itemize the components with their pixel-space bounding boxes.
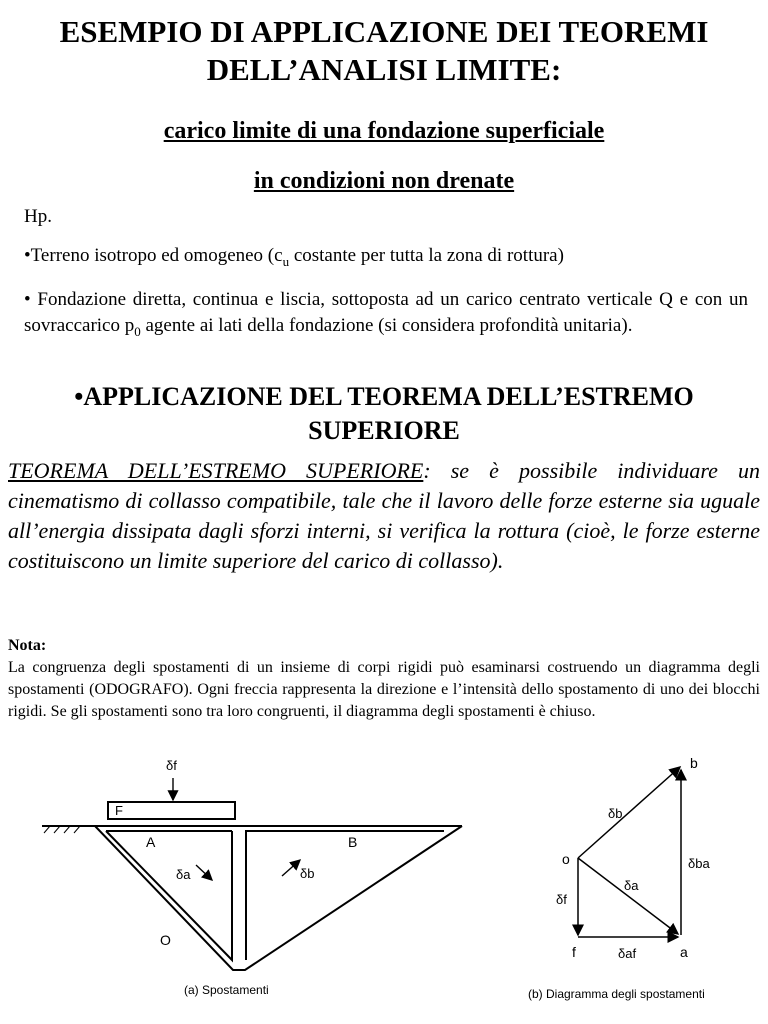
figure-a-delta-f: δf [166, 758, 177, 773]
subtitle-line-1: carico limite di una fondazione superficiale [163, 118, 605, 144]
hypothesis-2-subscript: 0 [134, 323, 141, 339]
vector-oa [578, 858, 678, 934]
hypothesis-item-1 [24, 243, 748, 275]
nota-label: Nota: [8, 637, 47, 654]
hypothesis-1-text-end: costante per tutta la zona di rottura) [289, 245, 564, 266]
figure-a-displacements [0, 752, 480, 1012]
block-a-arrow [196, 865, 212, 880]
hodograph-delta-f: δf [556, 892, 567, 907]
hypothesis-2-text: • Fondazione diretta, continua e liscia, sottoposta ad un carico centrato verticale Q e con un sovraccarico p [24, 289, 748, 336]
hodograph-delta-b: δb [608, 806, 623, 821]
theorem-label: TEOREMA DELL’ESTREMO SUPERIORE [8, 458, 424, 483]
hypothesis-2-text-end: agente ai lati della fondazione (si considera profondità unitaria). [140, 315, 633, 336]
section-heading-line-1: •APPLICAZIONE DEL TEOREMA DELL’ESTREMO [74, 382, 694, 411]
figure-a-delta-a: δa [176, 867, 191, 882]
block-b-label: B [348, 834, 358, 850]
hypotheses-label: Hp. [24, 206, 52, 227]
section-heading-line-2: SUPERIORE [308, 416, 460, 445]
figure-b-caption: (b) Diagramma degli spostamenti [528, 987, 705, 1001]
figure-a-delta-b: δb [300, 866, 315, 881]
hodograph-delta-ba: δba [688, 856, 710, 871]
block-a-label: A [146, 834, 156, 850]
hodograph-point-b: b [690, 755, 698, 771]
vector-ob [578, 767, 680, 858]
subtitle-line-2: in condizioni non drenate [253, 168, 515, 194]
hypothesis-item-2 [24, 287, 748, 345]
page-title-line-2: DELL’ANALISI LIMITE: [206, 52, 562, 87]
block-b-arrow [282, 860, 300, 876]
theorem-paragraph [8, 456, 760, 576]
hodograph-point-f: f [572, 944, 576, 960]
figure-b-hodograph [500, 752, 760, 1012]
hodograph-delta-a: δa [624, 878, 639, 893]
theorem-text: : se è possibile individuare un cinematismo di collasso compatibile, tale che il lavoro delle forze esterne sia uguale all’energia dissipata dagli sforzi interni, si verifica la rottura (cioè, le forze esterne costituiscono un limite superiore del carico di collasso). [8, 458, 760, 573]
hodograph-point-o: o [562, 851, 570, 867]
page-title-line-1: ESEMPIO DI APPLICAZIONE DEI TEOREMI [59, 14, 709, 49]
nota-text: La congruenza degli spostamenti di un insieme di corpi rigidi può esaminarsi costruendo un diagramma degli spostamenti (ODOGRAFO). Ogni freccia rappresenta la direzione e l’intensità dello spostamento di uno dei blocchi rigidi. Se gli spostamenti sono tra loro congruenti, il diagramma degli spostamenti è chiuso. [8, 659, 760, 720]
figure-a-caption: (a) Spostamenti [184, 983, 269, 997]
hypothesis-1-subscript: u [282, 253, 290, 269]
hodograph-point-a: a [680, 944, 688, 960]
hodograph-delta-af: δaf [618, 946, 637, 961]
ground-hatch [44, 826, 80, 833]
hypothesis-1-text: •Terreno isotropo ed omogeneo (c [24, 245, 283, 266]
footing-rect [108, 802, 235, 819]
footing-label: F [115, 803, 123, 818]
point-o-label: O [160, 932, 171, 948]
